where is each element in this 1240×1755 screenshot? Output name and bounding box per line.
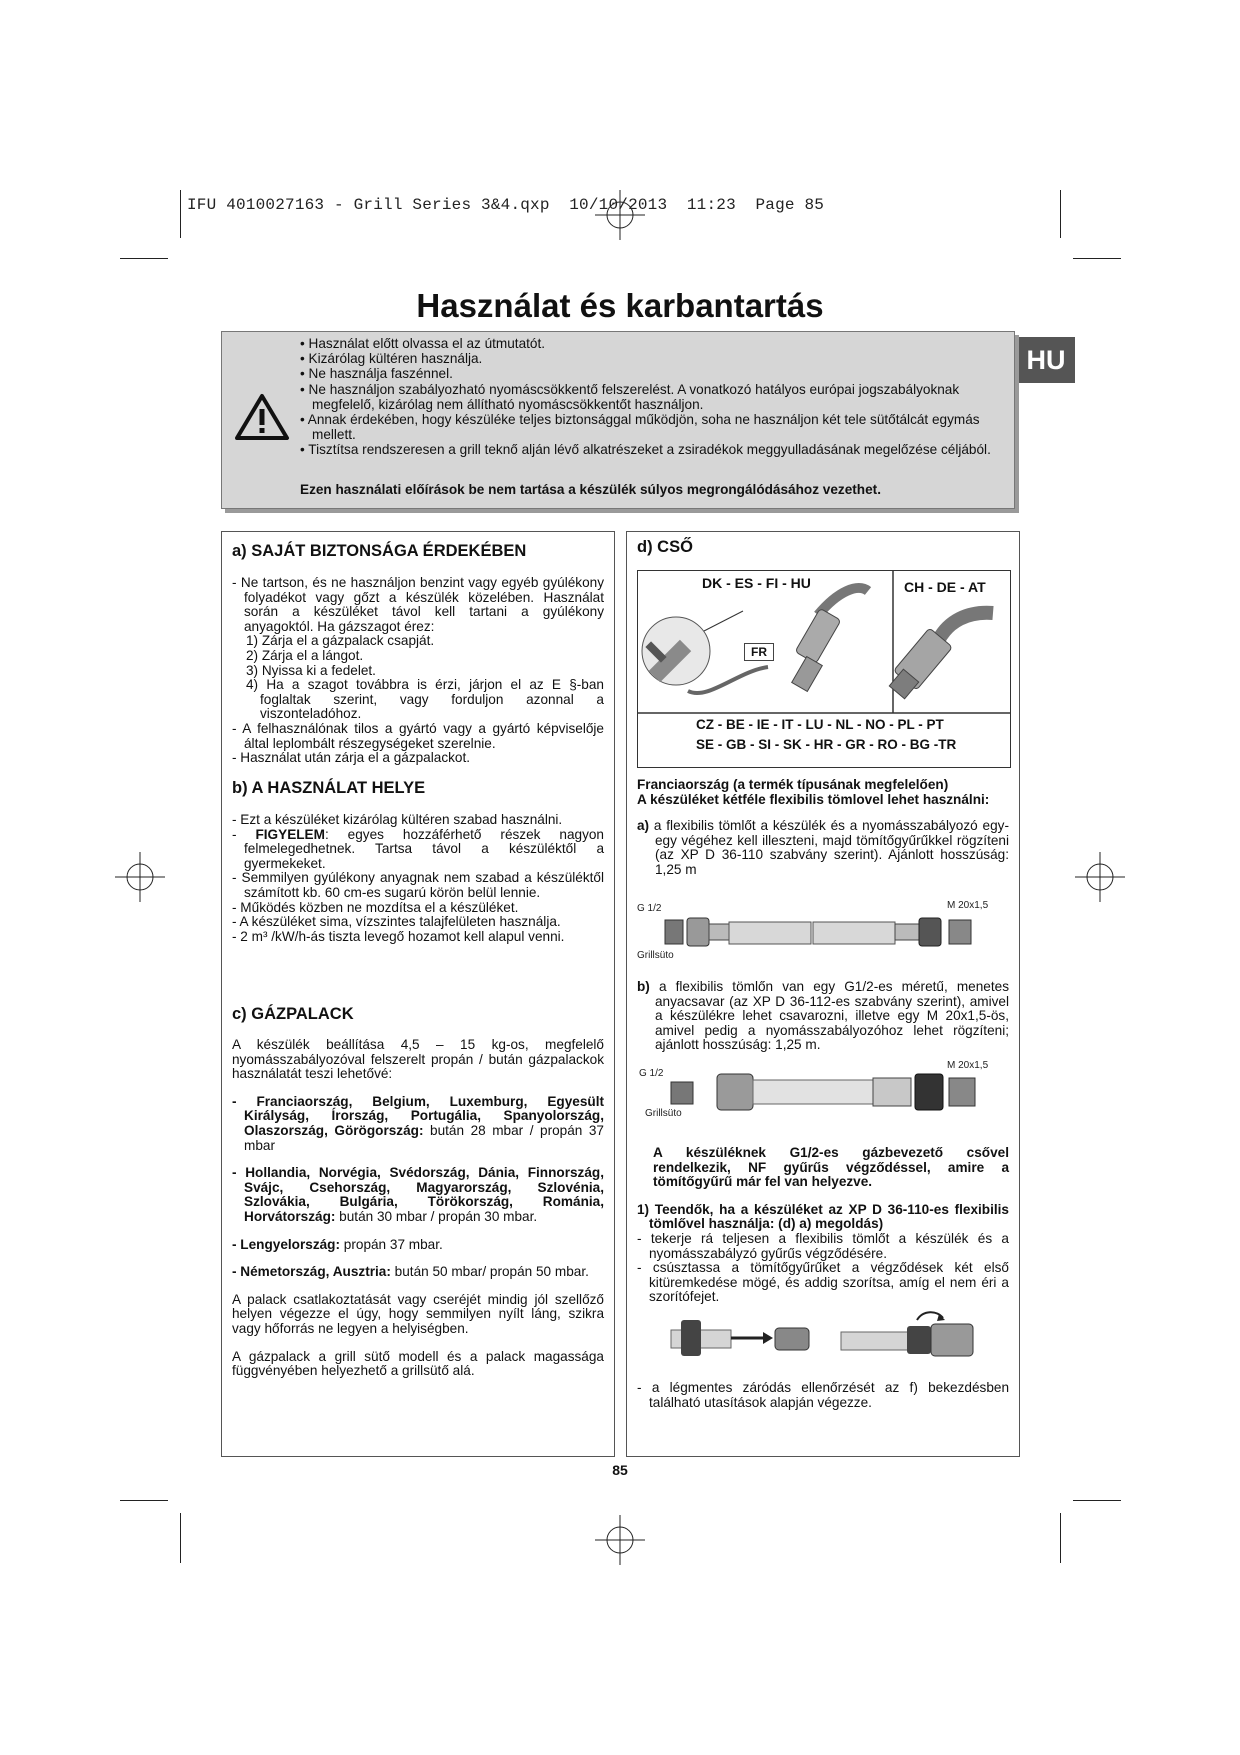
attention-label: FIGYELEM: [255, 826, 325, 842]
inlet-note: A készüléknek G1/2-es gázbevezető csővel rendelkezik, NF gyűrűs végződéssel, amire a tömítőgyűrű már fel van helyezve.: [653, 1145, 1009, 1190]
crop-mark: [180, 190, 181, 238]
section-d-body-bottom: [637, 1146, 1009, 1305]
section-c-body: [232, 1038, 604, 1392]
section-d-body-b: [637, 980, 1009, 1053]
safety-step: 4) Ha a szagot továbbra is érzi, járjon el az E §-ban foglaltak szerint, vagy forduljon azonnal a viszonteladóhoz.: [246, 677, 604, 722]
section-d-last: [637, 1381, 1009, 1410]
label-m20: M 20x1,5: [947, 1060, 989, 1071]
label-grillsuto: Grillsüto: [637, 950, 674, 961]
fr-heading-2: A készüléket kétféle flexibilis tömlovel lehet használni:: [637, 791, 990, 807]
label-ch-de-at: CH - DE - AT: [900, 579, 990, 595]
warning-triangle-icon: [234, 392, 290, 442]
safety-step: 1) Zárja el a gázpalack csapját.: [246, 633, 435, 649]
safety-step: 3) Nyissa ki a fedelet.: [246, 662, 376, 678]
country-pressure: - Lengyelország: propán 37 mbar.: [232, 1236, 443, 1252]
location-item: - A készüléket sima, vízszintes talajfelületen használja.: [232, 914, 561, 930]
section-b-body: [232, 813, 604, 944]
registration-mark-bottom: [595, 1515, 645, 1565]
registration-mark-left: [115, 852, 165, 902]
section-d-body-top: [637, 778, 1009, 878]
attention-text: : egyes hozzáférhető részek nagyon felmelegedhetnek. Tartsa távol a készüléktől a gyermekeket.: [244, 826, 604, 871]
safety-intro: - Ne tartson, és ne használjon benzint vagy egyéb gyúlékony folyadékot vagy gőzt a készülék közelében. Használat során a készüléket távol kell tartani a gyúlékony anyagoktól. Ha gázszagot érez:: [232, 575, 604, 634]
crop-mark: [120, 258, 168, 259]
hose-clamp-illustration: [667, 1308, 997, 1364]
location-item: - FIGYELEM: egyes hozzáférhető részek nagyon felmelegedhetnek. Tartsa távol a készüléktől a gyermekeket.: [232, 826, 604, 871]
safety-item: - Használat után zárja el a gázpalackot.: [232, 750, 471, 766]
fr-heading-1: Franciaország (a termék típusának megfelelően): [637, 777, 949, 792]
crop-mark: [120, 1500, 168, 1501]
right-column: [626, 531, 1020, 1457]
warning-item: • Használat előtt olvassa el az útmutatót.: [300, 336, 546, 351]
country-pressure: - Franciaország, Belgium, Luxemburg, Egyesült Királyság, Írország, Portugália, Spanyolország, Olaszország, Görögország: bután 28 mbar / propán 37 mbar: [232, 1093, 604, 1153]
hose-figure-a: [637, 900, 1009, 962]
location-item: - 2 m³ /kW/h-ás tiszta levegő hozamot kell alapul venni.: [232, 928, 565, 944]
warning-footer: Ezen használati előírások be nem tartása a készülék súlyos megrongálódásához vezethet.: [300, 482, 881, 497]
cylinder-intro: A készülék beállítása 4,5 – 15 kg-os, megfelelő nyomásszabályozóval felszerelt propán / bután gázpalackok használatát teszi lehetővé:: [232, 1037, 604, 1082]
section-a-heading: a) SAJÁT BIZTONSÁGA ÉRDEKÉBEN: [232, 542, 527, 560]
location-item: - Semmilyen gyúlékony anyagnak nem szabad a készüléktől számított kb. 60 cm-es sugarú körön belül lennie.: [232, 870, 604, 900]
label-fr: FR: [744, 643, 774, 661]
hose-b-drawing: [637, 1060, 1009, 1122]
crop-mark: [1060, 190, 1061, 238]
warning-item: • Ne használjon szabályozható nyomáscsökkentő felszerelést. A vonatkozó hatályos európai jogszabályoknak megfelelő, kizárólag nem állítható nyomáscsökkentőt használjon.: [300, 381, 960, 412]
page-number: 85: [612, 1462, 628, 1478]
safety-step: 2) Zárja el a lángot.: [246, 647, 364, 663]
label-m20: M 20x1,5: [947, 900, 989, 911]
section-d-heading: d) CSŐ: [637, 538, 693, 556]
label-country-row-2: SE - GB - SI - SK - HR - GR - RO - BG -TR: [696, 737, 957, 752]
warning-box: [221, 331, 1015, 509]
location-item: - Működés közben ne mozdítsa el a készüléket.: [232, 899, 519, 915]
warning-item: • Annak érdekében, hogy készüléke teljes biztonsággal működjön, soha ne használjon két tele sütőtálcát egymás mellett.: [300, 412, 980, 443]
section-a-body: [232, 576, 604, 766]
label-country-row-1: CZ - BE - IE - IT - LU - NL - NO - PL - PT: [696, 717, 944, 732]
hose-figure-b: [637, 1060, 1009, 1122]
location-item: - Ezt a készüléket kizárólag kültéren szabad használni.: [232, 812, 563, 827]
section-b-heading: b) A HASZNÁLAT HELYE: [232, 779, 426, 797]
crop-mark: [180, 1513, 181, 1563]
country-pressure: - Németország, Ausztria: bután 50 mbar/ propán 50 mbar.: [232, 1264, 589, 1280]
section-c-heading: c) GÁZPALACK: [232, 1005, 354, 1023]
registration-mark-right: [1075, 852, 1125, 902]
crop-mark: [1060, 1513, 1061, 1563]
hose-a-drawing: [637, 900, 1009, 962]
label-g12: G 1/2: [637, 903, 662, 914]
todo-item: - tekerje rá teljesen a flexibilis tömlőt a készülék és a nyomásszabályzó gyűrűs végződésére.: [637, 1230, 1009, 1261]
hose-country-figure: [637, 570, 1011, 768]
safety-item: - A felhasználónak tilos a gyártó vagy a gyártó képviselője által leplombált részegységeket szerelnie.: [232, 720, 604, 751]
warning-item: • Ne használja faszénnel.: [300, 366, 453, 382]
crop-mark: [1073, 258, 1121, 259]
option-b: b) a flexibilis tömlőn van egy G1/2-es méretű, menetes anyacsavar (az XP D 36-112-es szabvány szerint), amivel a készülékre lehet csavarozni, illetve egy M 20x1,5-ös, amivel pedig a nyomásszabályozóhoz lehet rögzíteni; ajánlott hosszúság: 1,25 m.: [637, 979, 1009, 1053]
todo-item: - csúsztassa a tömítőgyűrűket a végződések két első kitüremkedése mögé, és addig szorítsa, amíg el nem éri a szorítófejet.: [637, 1260, 1009, 1305]
label-dk-es-fi-hu: DK - ES - FI - HU: [698, 575, 815, 591]
language-tab: HU: [1017, 337, 1075, 383]
warning-item: • Kizárólag kültéren használja.: [300, 351, 483, 367]
cylinder-para: A palack csatlakoztatását vagy cseréjét mindig jól szellőző helyen végezze el úgy, hogy semmilyen nyílt láng, szikra vagy hőforrás ne legyen a helyiségben.: [232, 1291, 604, 1336]
label-g12: G 1/2: [639, 1068, 664, 1079]
warning-list: [300, 336, 1000, 458]
left-column: [221, 531, 615, 1457]
print-slug: IFU 4010027163 - Grill Series 3&4.qxp 10/10/2013 11:23 Page 85: [187, 196, 825, 214]
label-grillsuto: Grillsüto: [645, 1108, 682, 1119]
country-pressure: - Hollandia, Norvégia, Svédország, Dánia, Finnország, Svájc, Csehország, Magyarország, Szlovénia, Szlovákia, Bulgária, Törökország, Románia, Horvátország: bután 30 mbar / propán 30 mbar.: [232, 1165, 604, 1224]
warning-item: • Tisztítsa rendszeresen a grill teknő alján lévő alkatrészeket a zsiradékok meggyulladásának megelőzése céljából.: [300, 442, 991, 458]
option-a: a) a flexibilis tömlőt a készülék és a nyomásszabályozó egy-egy végéhez kell illeszteni, majd tömítőgyűrűkkel rögzíteni (az XP D 36-110 szabvány szerint). Ajánlott hosszúság: 1,25 m: [637, 818, 1009, 877]
crop-mark: [1073, 1500, 1121, 1501]
todo-heading: 1) Teendők, ha a készüléket az XP D 36-110-es flexibilis tömlővel használja: (d) a) megoldás): [637, 1201, 1009, 1232]
page-title: Használat és karbantartás: [416, 287, 824, 324]
cylinder-para: A gázpalack a grill sütő modell és a palack magassága függvényében helyezhető a grillsütő alá.: [232, 1348, 604, 1379]
leak-check-item: - a légmentes záródás ellenőrzését az f) bekezdésben található utasítások alapján végezze.: [637, 1380, 1009, 1410]
